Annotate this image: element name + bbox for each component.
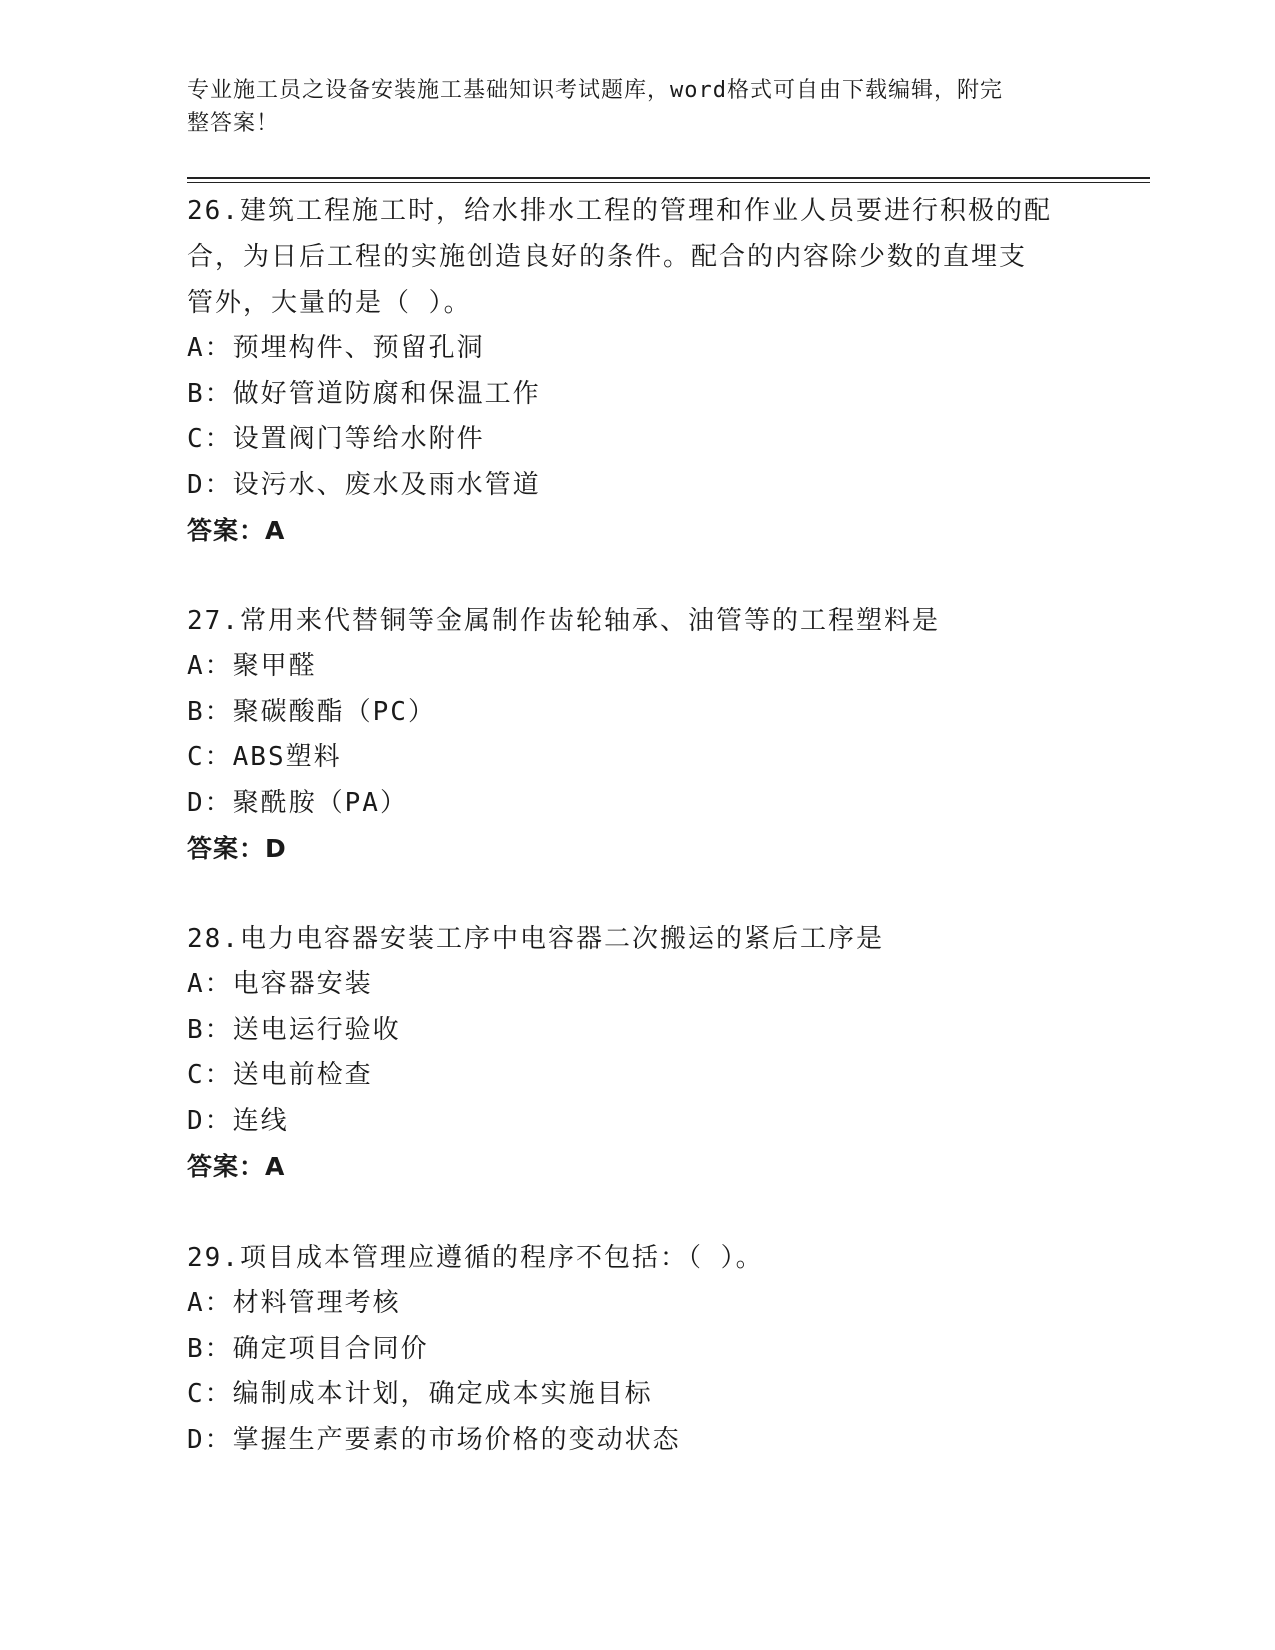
- option-a: A：聚甲醛: [187, 651, 317, 681]
- option-b: B：送电运行验收: [187, 1014, 401, 1045]
- option-d: D：设污水、废水及雨水管道: [187, 469, 541, 500]
- option-c: C：ABS塑料: [187, 742, 342, 772]
- option-d: D：掌握生产要素的市场价格的变动状态: [187, 1424, 681, 1455]
- header-line-1: 专业施工员之设备安装施工基础知识考试题库，word格式可自由下载编辑，附完: [187, 78, 1003, 103]
- question-27: [187, 598, 1087, 872]
- answer-label: 答案：A: [187, 1152, 286, 1181]
- question-stem-line: 29.项目成本管理应遵循的程序不包括：（ ）。: [187, 1243, 764, 1273]
- option-c: C：编制成本计划，确定成本实施目标: [187, 1379, 653, 1409]
- question-stem-line: 27.常用来代替铜等金属制作齿轮轴承、油管等的工程塑料是: [187, 606, 940, 636]
- question-stem-line: 管外，大量的是（ ）。: [187, 288, 472, 318]
- option-b: B：做好管道防腐和保温工作: [187, 378, 541, 409]
- header-divider-thick: [187, 177, 1150, 179]
- option-b: B：聚碳酸酯（PC）: [187, 696, 436, 727]
- option-c: C：设置阀门等给水附件: [187, 424, 485, 454]
- option-a: A：电容器安装: [187, 969, 373, 999]
- header-divider-thin: [187, 182, 1150, 183]
- option-a: A：材料管理考核: [187, 1288, 401, 1318]
- option-a: A：预埋构件、预留孔洞: [187, 333, 485, 363]
- option-c: C：送电前检查: [187, 1060, 373, 1090]
- question-stem-line: 28.电力电容器安装工序中电容器二次搬运的紧后工序是: [187, 924, 884, 954]
- header-line-2: 整答案！: [187, 111, 280, 136]
- document-header: [187, 74, 1067, 140]
- question-stem-line: 合，为日后工程的实施创造良好的条件。配合的内容除少数的直埋支: [187, 242, 1028, 272]
- option-b: B：确定项目合同价: [187, 1333, 429, 1364]
- question-28: [187, 916, 1087, 1190]
- question-29: [187, 1235, 1087, 1463]
- answer-label: 答案：D: [187, 834, 287, 863]
- question-stem-line: 26.建筑工程施工时，给水排水工程的管理和作业人员要进行积极的配: [187, 196, 1052, 226]
- answer-label: 答案：A: [187, 516, 286, 545]
- question-26: [187, 188, 1087, 554]
- option-d: D：聚酰胺（PA）: [187, 787, 408, 818]
- option-d: D：连线: [187, 1105, 289, 1136]
